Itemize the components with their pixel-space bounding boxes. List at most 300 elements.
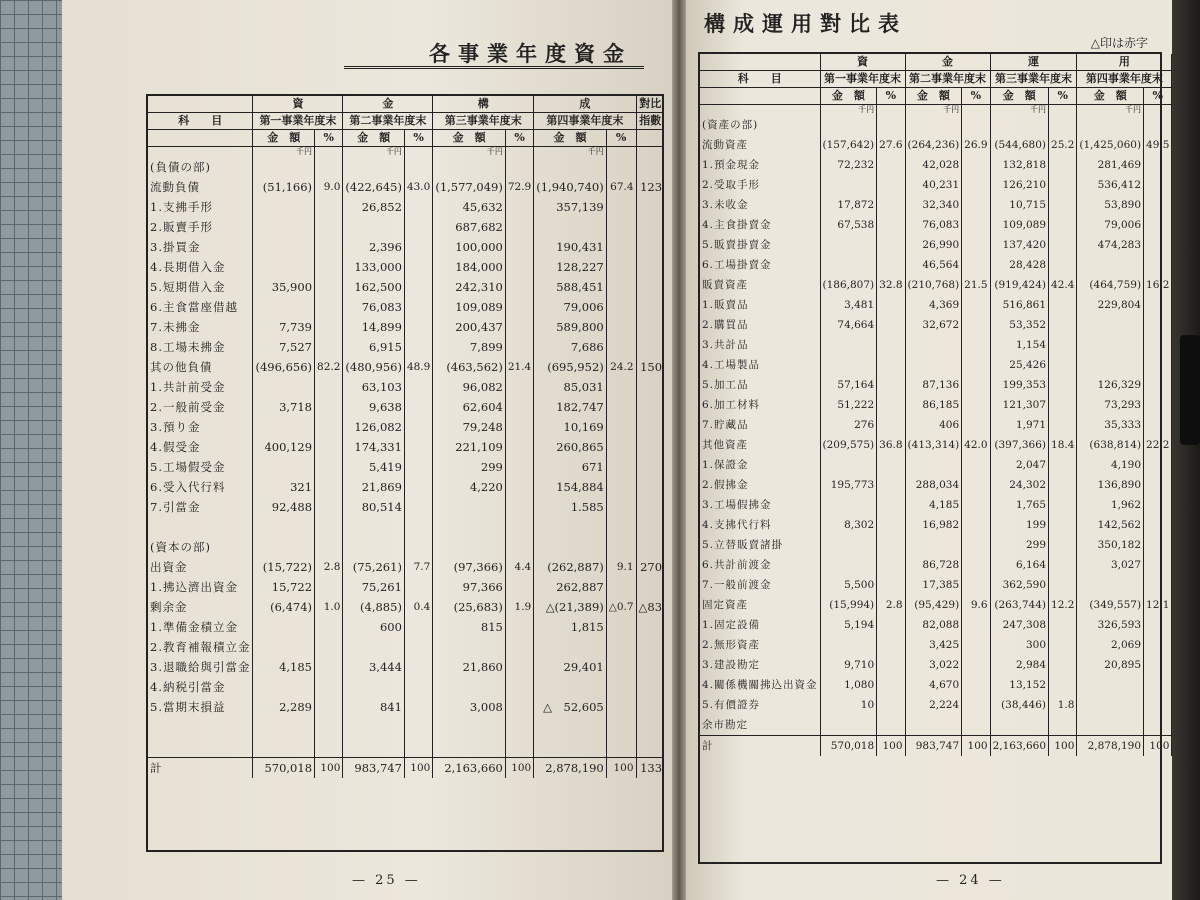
header-pct: %	[877, 88, 905, 105]
cell-percent	[1049, 375, 1077, 395]
cell-value: 4,369	[905, 295, 962, 315]
cell-value: 73,293	[1077, 395, 1144, 415]
cell-value: (15,722)	[253, 557, 315, 577]
row-label: 4.主食掛賣金	[702, 219, 772, 231]
cell-percent	[1049, 215, 1077, 235]
page-number: — 25 —	[352, 873, 421, 888]
cell-value: (422,645)	[343, 177, 405, 197]
cell-value: (464,759)	[1077, 275, 1144, 295]
row-label: 6.共計前渡金	[702, 559, 772, 571]
cell-percent	[315, 337, 343, 357]
row-label: 3.掛買金	[150, 240, 201, 254]
cell-percent: 36.8	[877, 435, 905, 455]
cell-value: (6,474)	[253, 597, 315, 617]
cell-value	[343, 157, 405, 177]
cell-percent: 67.4	[606, 177, 636, 197]
cell-value	[905, 355, 962, 375]
cell-percent: 9.0	[315, 177, 343, 197]
cell-percent	[505, 157, 533, 177]
cell-percent: 2.8	[877, 595, 905, 615]
cell-value: 150	[636, 357, 664, 377]
cell-percent: 25.2	[1049, 135, 1077, 155]
cell-percent	[1144, 515, 1172, 535]
header-item: 科 目	[148, 113, 253, 130]
cell-value: 174,331	[343, 437, 405, 457]
cell-value: 26,852	[343, 197, 405, 217]
unit-label: 千円	[433, 147, 506, 158]
cell-value: 128,227	[534, 257, 607, 277]
cell-value: (1,425,060)	[1077, 135, 1144, 155]
cell-value	[636, 157, 664, 177]
cell-percent	[404, 397, 432, 417]
cell-percent	[315, 677, 343, 697]
table-row	[148, 497, 664, 517]
cell-percent	[315, 517, 343, 537]
cell-value	[636, 477, 664, 497]
cell-value: 16,982	[905, 515, 962, 535]
cell-value: 1,080	[820, 675, 877, 695]
header-year: 第一事業年度末	[820, 71, 905, 88]
cell-percent	[315, 297, 343, 317]
cell-value: 14,899	[343, 317, 405, 337]
cell-value	[1077, 255, 1144, 275]
cell-value	[636, 737, 664, 758]
cell-percent	[315, 157, 343, 177]
cell-value	[636, 657, 664, 677]
cell-value	[1077, 675, 1144, 695]
cell-percent	[606, 317, 636, 337]
cell-percent	[1049, 635, 1077, 655]
unit-label: 千円	[343, 147, 405, 158]
cell-value: 841	[343, 697, 405, 717]
cell-value	[820, 335, 877, 355]
table-row	[148, 457, 664, 477]
cell-percent	[315, 637, 343, 657]
cell-percent	[404, 337, 432, 357]
cell-value: (695,952)	[534, 357, 607, 377]
cell-value	[534, 637, 607, 657]
cell-value: 4,220	[433, 477, 506, 497]
header-year: 第三事業年度末	[990, 71, 1077, 88]
cell-percent	[1144, 655, 1172, 675]
cell-value: 51,222	[820, 395, 877, 415]
header-group: 運	[990, 54, 1077, 71]
table-row	[148, 177, 664, 197]
cell-percent	[606, 517, 636, 537]
table-row	[700, 635, 1198, 655]
cell-value: 270	[636, 557, 664, 577]
table-row	[700, 395, 1198, 415]
table-row	[148, 637, 664, 657]
header-amount: 金 額	[905, 88, 962, 105]
row-label: 2.無形資產	[702, 639, 761, 651]
row-label: 3.工場假拂金	[702, 499, 772, 511]
cell-value: 516,861	[990, 295, 1048, 315]
cell-percent	[1049, 555, 1077, 575]
cell-value: 121,307	[990, 395, 1048, 415]
cell-percent	[877, 295, 905, 315]
cell-value: 3,425	[905, 635, 962, 655]
row-label: 其の他負債	[150, 360, 213, 374]
cell-value: 3,008	[433, 697, 506, 717]
cell-percent	[404, 477, 432, 497]
cell-percent	[962, 195, 990, 215]
fund-composition-table	[148, 96, 664, 778]
cell-percent	[962, 575, 990, 595]
cell-percent	[606, 477, 636, 497]
cell-percent	[877, 415, 905, 435]
cell-value: 17,385	[905, 575, 962, 595]
cell-percent	[1144, 235, 1172, 255]
cell-percent: 100	[315, 758, 343, 779]
cell-percent	[962, 215, 990, 235]
row-label: 1.固定設備	[702, 619, 761, 631]
row-label: 6.受入代行料	[150, 480, 226, 494]
cell-percent	[877, 655, 905, 675]
cell-percent	[505, 337, 533, 357]
header-year: 第二事業年度末	[905, 71, 990, 88]
table-row	[148, 257, 664, 277]
cell-value	[820, 715, 877, 736]
table-row	[700, 535, 1198, 555]
cell-value	[253, 217, 315, 237]
cell-percent	[1144, 335, 1172, 355]
table-row	[148, 197, 664, 217]
cell-percent	[962, 375, 990, 395]
table-row	[700, 115, 1198, 135]
cell-percent	[404, 317, 432, 337]
cell-percent	[404, 637, 432, 657]
binder-clip	[1180, 335, 1200, 445]
row-label: 計	[700, 736, 820, 757]
cell-percent: 49.5	[1144, 135, 1172, 155]
cell-percent: 1.8	[1049, 695, 1077, 715]
cell-percent	[315, 537, 343, 557]
cell-percent	[877, 575, 905, 595]
cell-value: 21,860	[433, 657, 506, 677]
cell-percent	[877, 615, 905, 635]
row-label: 7.未拂金	[150, 320, 201, 334]
cell-percent: 72.9	[505, 177, 533, 197]
row-label: 余市勘定	[702, 719, 748, 731]
cell-value	[534, 677, 607, 697]
cell-percent: 2.8	[315, 557, 343, 577]
row-label: 1.準備金積立金	[150, 620, 238, 634]
cell-value: 67,538	[820, 215, 877, 235]
cell-value	[534, 537, 607, 557]
cell-percent: 1.0	[315, 597, 343, 617]
table-row	[700, 355, 1198, 375]
header-item: 科 目	[700, 71, 820, 88]
right-page	[686, 0, 1172, 900]
row-label: 4.工場製品	[702, 359, 761, 371]
cell-percent	[962, 695, 990, 715]
cell-value: 7,527	[253, 337, 315, 357]
cell-percent	[315, 457, 343, 477]
cell-value: (51,166)	[253, 177, 315, 197]
row-label: 2.教育補報積立金	[150, 640, 251, 654]
cell-value: 79,006	[534, 297, 607, 317]
cell-value	[1077, 695, 1144, 715]
cell-percent	[505, 197, 533, 217]
cell-percent	[404, 157, 432, 177]
cell-percent	[505, 297, 533, 317]
cell-value: 200,437	[433, 317, 506, 337]
cell-value: 400,129	[253, 437, 315, 457]
cell-value	[636, 397, 664, 417]
cell-value: 199	[990, 515, 1048, 535]
row-label: (負債の部)	[150, 160, 211, 174]
cell-value: 40,231	[905, 175, 962, 195]
cell-value: (15,994)	[820, 595, 877, 615]
cell-percent	[1144, 615, 1172, 635]
cell-value: 142,562	[1077, 515, 1144, 535]
cell-value	[253, 157, 315, 177]
cell-value: 2,878,190	[1077, 736, 1144, 757]
cell-value	[343, 517, 405, 537]
cell-value: 74,664	[820, 315, 877, 335]
cell-value: 1,971	[990, 415, 1048, 435]
cell-percent	[404, 677, 432, 697]
row-label: 7.貯藏品	[702, 419, 749, 431]
header-group: 金	[905, 54, 990, 71]
header-amount: 金 額	[1077, 88, 1144, 105]
cell-percent	[1049, 155, 1077, 175]
cell-value	[534, 737, 607, 758]
cell-value	[636, 637, 664, 657]
cell-percent	[315, 617, 343, 637]
grid-mat-background	[0, 0, 62, 900]
cell-percent: 24.2	[606, 357, 636, 377]
cell-value	[534, 717, 607, 737]
cell-value: (1,940,740)	[534, 177, 607, 197]
cell-value	[636, 297, 664, 317]
cell-value	[534, 517, 607, 537]
left-page	[62, 0, 672, 900]
cell-percent	[877, 475, 905, 495]
row-label: 1.支拂手形	[150, 200, 213, 214]
cell-percent	[606, 337, 636, 357]
cell-value: 100,000	[433, 237, 506, 257]
cell-percent	[962, 495, 990, 515]
cell-percent: 100	[505, 758, 533, 779]
cell-percent	[505, 617, 533, 637]
cell-value: 42,028	[905, 155, 962, 175]
cell-percent	[404, 497, 432, 517]
cell-percent	[877, 235, 905, 255]
cell-value	[905, 715, 962, 736]
cell-value: 199,353	[990, 375, 1048, 395]
cell-value: 570,018	[253, 758, 315, 779]
cell-percent	[404, 297, 432, 317]
cell-value	[253, 457, 315, 477]
row-label: (資本の部)	[150, 540, 211, 554]
cell-value: 57,164	[820, 375, 877, 395]
cell-value	[253, 237, 315, 257]
cell-value	[636, 517, 664, 537]
cell-percent	[404, 277, 432, 297]
cell-value	[905, 455, 962, 475]
header-year: 第四事業年度末	[534, 113, 636, 130]
row-label: 3.建設勘定	[702, 659, 761, 671]
cell-value	[636, 197, 664, 217]
cell-value	[636, 617, 664, 637]
header-year: 第二事業年度末	[343, 113, 433, 130]
table-row	[148, 337, 664, 357]
cell-value: (349,557)	[1077, 595, 1144, 615]
cell-percent	[606, 237, 636, 257]
row-label: 1.販賣品	[702, 299, 749, 311]
cell-percent	[606, 617, 636, 637]
cell-percent	[606, 417, 636, 437]
header-pct: %	[606, 130, 636, 147]
cell-percent	[505, 497, 533, 517]
cell-percent	[404, 197, 432, 217]
cell-value	[990, 115, 1048, 135]
cell-percent: 21.4	[505, 357, 533, 377]
cell-percent	[877, 695, 905, 715]
cell-value	[253, 737, 315, 758]
cell-value: 2,224	[905, 695, 962, 715]
table-row	[148, 577, 664, 597]
cell-value: 281,469	[1077, 155, 1144, 175]
cell-percent	[1049, 255, 1077, 275]
cell-percent	[1144, 395, 1172, 415]
cell-percent	[404, 417, 432, 437]
row-label: 8.工場未拂金	[150, 340, 226, 354]
cell-value: (264,236)	[905, 135, 962, 155]
page-number: — 24 —	[936, 873, 1005, 888]
cell-percent	[877, 355, 905, 375]
cell-percent	[505, 277, 533, 297]
book-spine	[672, 0, 686, 900]
row-label: 6.主食當座借越	[150, 300, 238, 314]
cell-percent	[404, 217, 432, 237]
cell-percent	[606, 257, 636, 277]
cell-value: 406	[905, 415, 962, 435]
row-label: 1.保證金	[702, 459, 749, 471]
cell-percent	[962, 175, 990, 195]
header-group: 資	[253, 96, 343, 113]
cell-percent	[1144, 715, 1172, 736]
table-row	[700, 675, 1198, 695]
row-label: 流動負債	[150, 180, 200, 194]
cell-value	[433, 517, 506, 537]
table-row	[700, 255, 1198, 275]
cell-value	[253, 677, 315, 697]
cell-percent: 26.9	[962, 135, 990, 155]
row-label: 2.購買品	[702, 319, 749, 331]
cell-value	[905, 535, 962, 555]
cell-value: 2,289	[253, 697, 315, 717]
table-row	[700, 235, 1198, 255]
table-row	[700, 555, 1198, 575]
table-row	[148, 317, 664, 337]
cell-percent: 0.4	[404, 597, 432, 617]
cell-percent	[1049, 395, 1077, 415]
cell-percent	[877, 675, 905, 695]
cell-value: (75,261)	[343, 557, 405, 577]
header-amount: 金 額	[990, 88, 1048, 105]
cell-percent	[315, 277, 343, 297]
fund-application-table	[700, 54, 1198, 756]
cell-value: 300	[990, 635, 1048, 655]
row-label: 販賣資產	[702, 279, 748, 291]
cell-percent	[404, 697, 432, 717]
cell-percent	[606, 677, 636, 697]
cell-value: 96,082	[433, 377, 506, 397]
cell-value: 28,428	[990, 255, 1048, 275]
cell-value: 262,887	[534, 577, 607, 597]
cell-percent	[962, 655, 990, 675]
cell-value	[820, 355, 877, 375]
cell-percent	[505, 677, 533, 697]
cell-percent	[505, 437, 533, 457]
cell-percent	[1144, 155, 1172, 175]
cell-value: 247,308	[990, 615, 1048, 635]
header-amount: 金 額	[534, 130, 607, 147]
cell-value: 13,152	[990, 675, 1048, 695]
cell-value: 10,715	[990, 195, 1048, 215]
cell-value: 45,632	[433, 197, 506, 217]
cell-value: 260,865	[534, 437, 607, 457]
cell-value	[820, 235, 877, 255]
cell-percent	[505, 537, 533, 557]
table-row	[148, 417, 664, 437]
cell-value: 7,739	[253, 317, 315, 337]
row-label: 2.一般前受金	[150, 400, 226, 414]
cell-value: 86,728	[905, 555, 962, 575]
cell-percent	[962, 155, 990, 175]
cell-value: 53,352	[990, 315, 1048, 335]
cell-value	[636, 577, 664, 597]
cell-value: (263,744)	[990, 595, 1048, 615]
cell-percent	[505, 737, 533, 758]
cell-percent	[606, 637, 636, 657]
cell-percent	[505, 477, 533, 497]
cell-value	[253, 377, 315, 397]
cell-value: (186,807)	[820, 275, 877, 295]
cell-value: 321	[253, 477, 315, 497]
cell-value	[253, 417, 315, 437]
cell-percent	[505, 657, 533, 677]
header-pct: %	[962, 88, 990, 105]
table-row	[700, 515, 1198, 535]
row-label: 5.短期借入金	[150, 280, 226, 294]
table-row	[700, 155, 1198, 175]
table-row	[148, 357, 664, 377]
cell-value: 76,083	[343, 297, 405, 317]
cell-percent: 43.0	[404, 177, 432, 197]
header-amount: 金 額	[343, 130, 405, 147]
cell-percent	[962, 535, 990, 555]
header-amount: 金 額	[253, 130, 315, 147]
cell-percent	[315, 717, 343, 737]
book-edge	[1172, 0, 1200, 900]
cell-percent	[606, 217, 636, 237]
table-extra-row	[700, 715, 1198, 736]
cell-value	[636, 257, 664, 277]
cell-percent	[962, 255, 990, 275]
cell-value: 326,593	[1077, 615, 1144, 635]
cell-value: (1,577,049)	[433, 177, 506, 197]
cell-value	[1077, 355, 1144, 375]
cell-value: 9,710	[820, 655, 877, 675]
cell-value: 8,302	[820, 515, 877, 535]
cell-percent	[315, 317, 343, 337]
row-label: 出資金	[150, 560, 188, 574]
row-label: 剰余金	[150, 600, 188, 614]
